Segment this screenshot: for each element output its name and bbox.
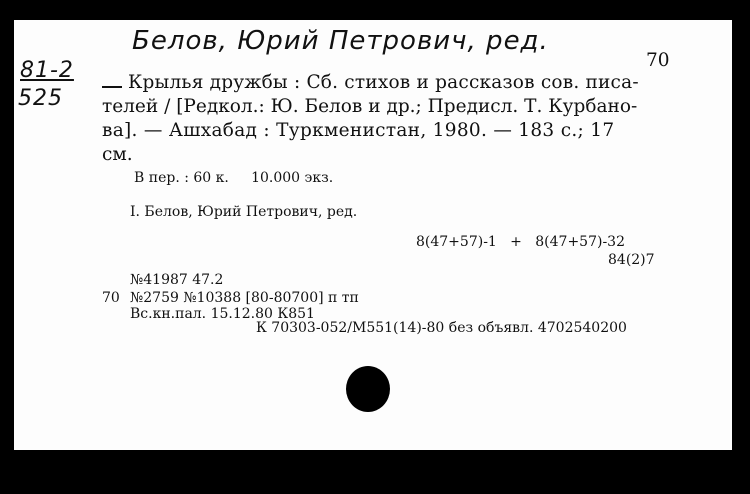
entry-line-2: телей / [Редкол.: Ю. Белов и др.; Предисл. Т. Курбано- [102, 96, 638, 117]
corner-number: 70 [646, 50, 670, 71]
added-entry: I. Белов, Юрий Петрович, ред. [130, 204, 358, 220]
record-number-1: №41987 47.2 [130, 272, 224, 288]
record-prefix: 70 [102, 290, 120, 306]
record-number-2: №2759 №10388 [80-80700] п тп [130, 290, 359, 306]
entry-dash [102, 86, 122, 88]
catalog-card [14, 20, 732, 450]
handwritten-heading: Белов, Юрий Петрович, ред. [132, 26, 549, 56]
entry-line-1: Крылья дружбы : Сб. стихов и рассказов сов. писа- [128, 72, 639, 93]
binding-price: В пер. : 60 к. 10.000 экз. [134, 170, 334, 186]
record-index: К 70303-052/М551(14)-80 без объявл. 4702540200 [256, 320, 627, 336]
entry-line-4: см. [102, 144, 133, 165]
classification-index-2: 84(2)7 [608, 252, 655, 268]
punch-hole [346, 366, 390, 412]
record-chamber: Вс.кн.пал. 15.12.80 К851 [130, 306, 315, 322]
handwritten-shelf-top: 81-2 [20, 58, 74, 83]
classification-index-1: 8(47+57)-1 + 8(47+57)-32 [416, 234, 625, 250]
handwritten-shelf-bottom: 525 [18, 86, 63, 111]
entry-line-3: ва]. — Ашхабад : Туркменистан, 1980. — 183 с.; 17 [102, 120, 615, 141]
